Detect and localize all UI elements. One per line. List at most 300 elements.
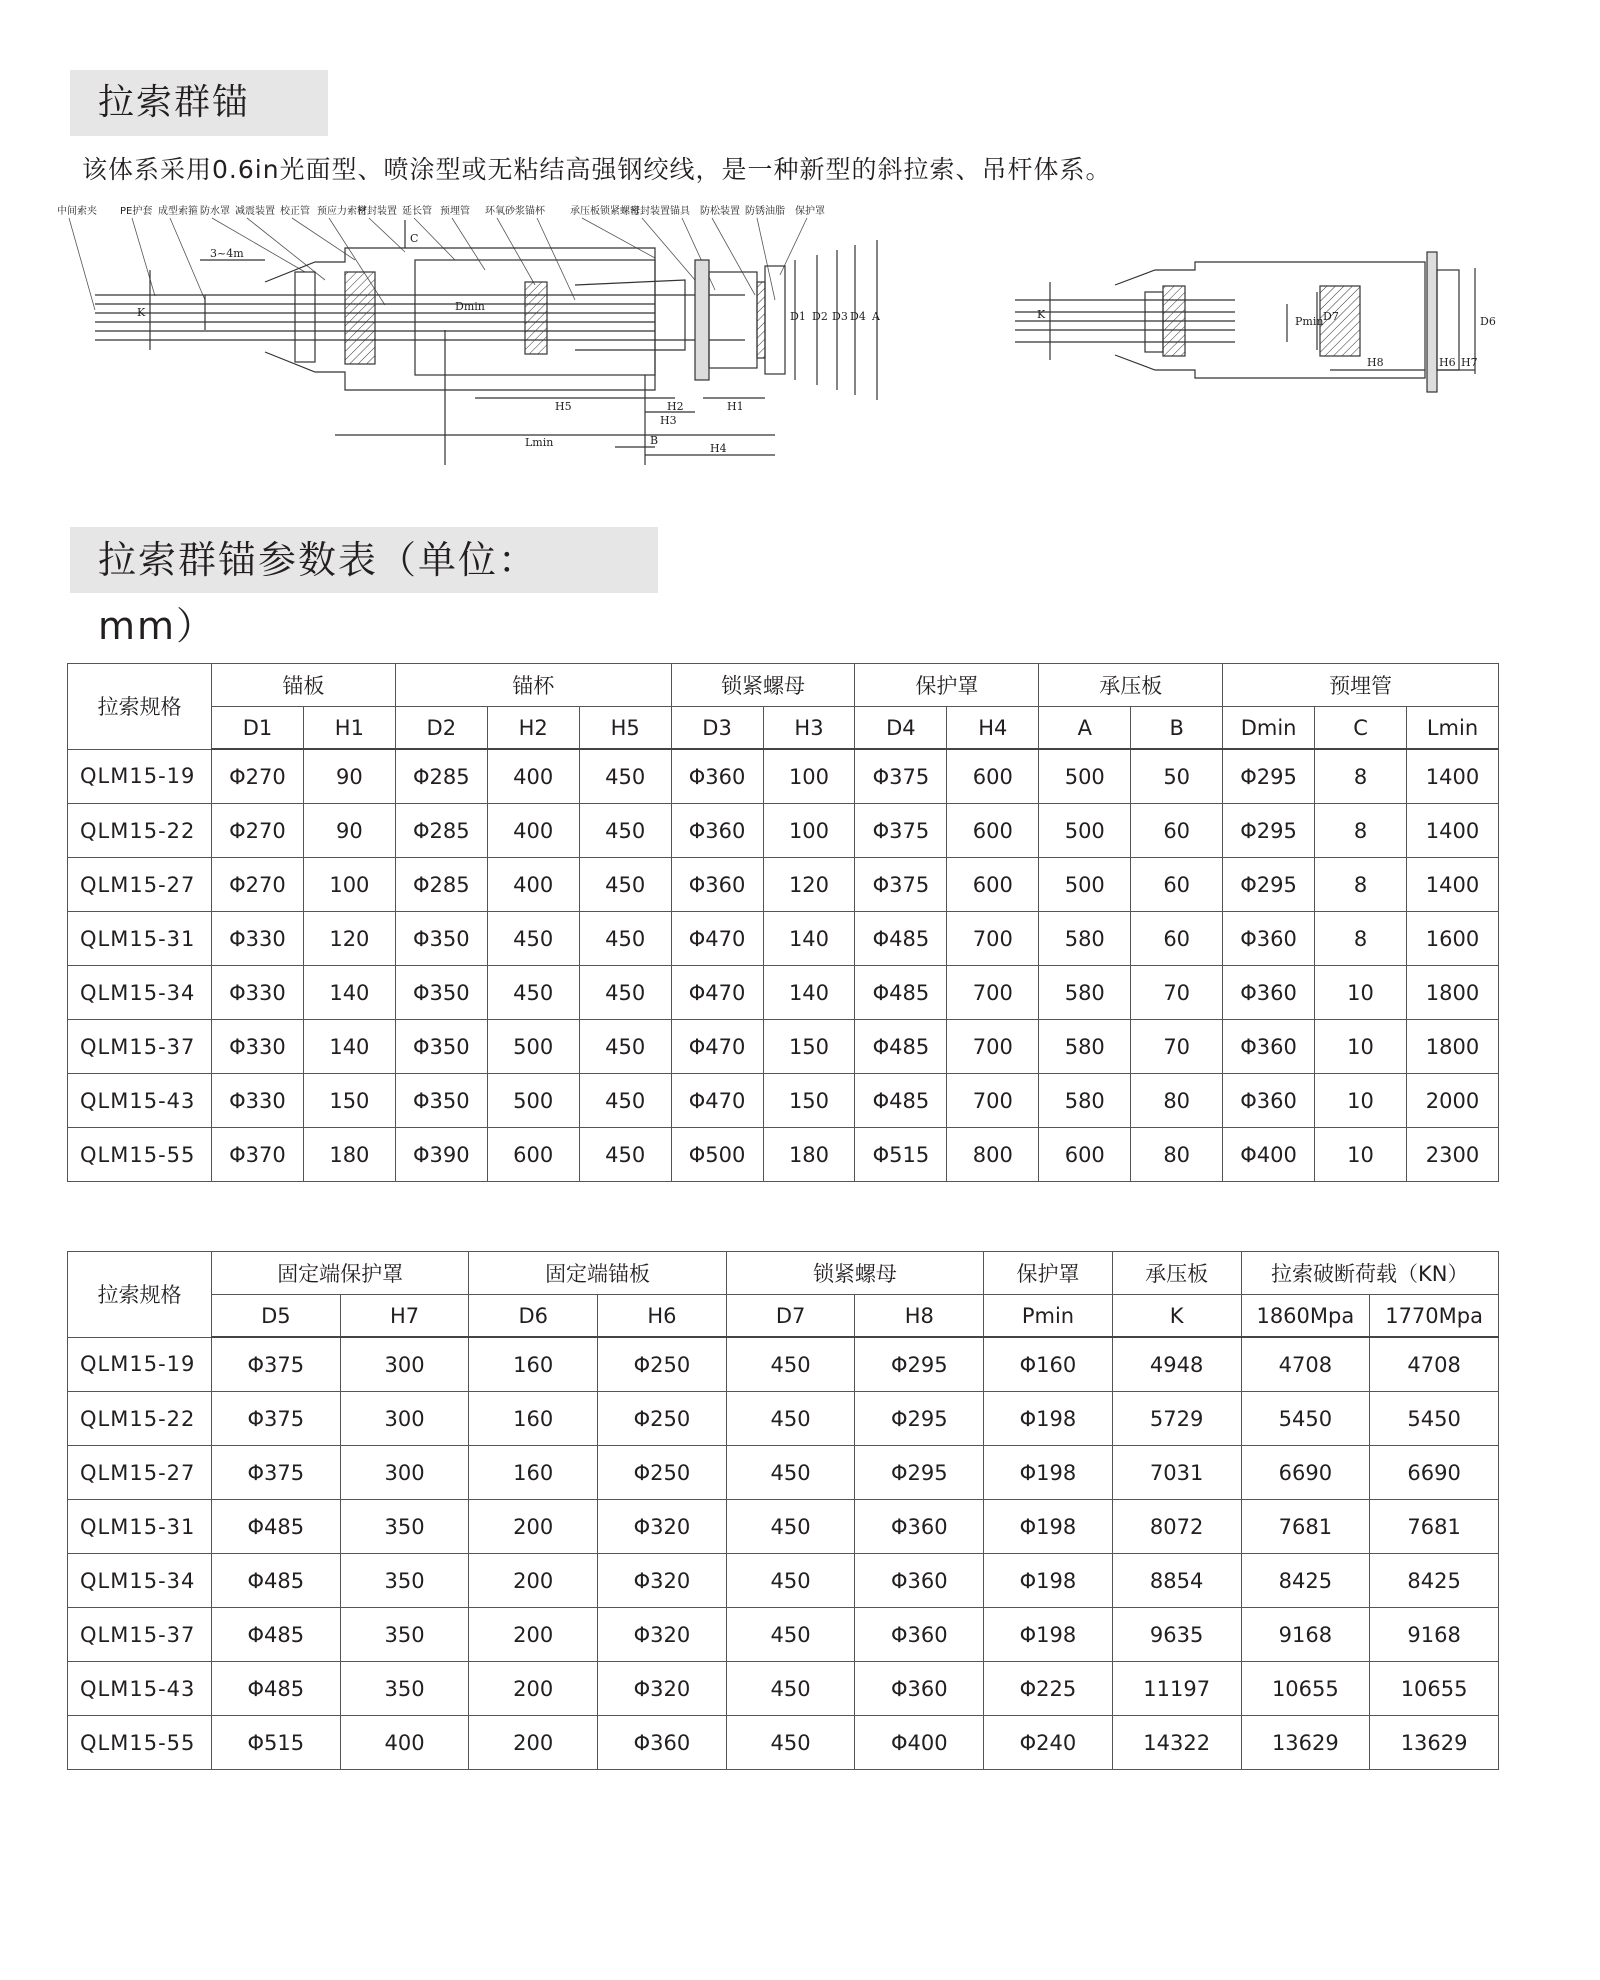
value-cell: Φ330 [212, 966, 304, 1020]
value-cell: 500 [1039, 804, 1131, 858]
spec-name-cell: QLM15-43 [68, 1074, 212, 1128]
value-cell: 60 [1131, 858, 1223, 912]
subheader-cell: D3 [671, 707, 763, 750]
value-cell: 10655 [1370, 1662, 1499, 1716]
value-cell: 4708 [1370, 1337, 1499, 1392]
value-cell: 500 [1039, 749, 1131, 804]
value-cell: 5450 [1241, 1392, 1370, 1446]
value-cell: 5450 [1370, 1392, 1499, 1446]
value-cell: 8425 [1370, 1554, 1499, 1608]
parameter-table-2 [67, 1251, 1499, 1770]
leader-line [212, 218, 305, 272]
value-cell: 90 [303, 804, 395, 858]
value-cell: 140 [303, 1020, 395, 1074]
value-cell: 450 [579, 749, 671, 804]
dim-label-span: 3~4m [210, 247, 244, 260]
value-cell: 70 [1131, 1020, 1223, 1074]
dim-label-h4: H4 [710, 442, 727, 455]
value-cell: 100 [303, 858, 395, 912]
part-label: 预应力索材 [317, 206, 367, 217]
value-cell: Φ400 [855, 1716, 984, 1770]
value-cell: 10 [1315, 1074, 1407, 1128]
value-cell: 1600 [1406, 912, 1498, 966]
header-group: 锁紧螺母 [671, 664, 855, 707]
value-cell: 700 [947, 966, 1039, 1020]
value-cell: 6690 [1241, 1446, 1370, 1500]
table-row [68, 1392, 1499, 1446]
value-cell: 200 [469, 1554, 598, 1608]
table-row [68, 912, 1499, 966]
value-cell: 400 [487, 858, 579, 912]
value-cell: 2000 [1406, 1074, 1498, 1128]
value-cell: 600 [947, 858, 1039, 912]
value-cell: 300 [340, 1446, 469, 1500]
dim-label-d4: D4 [850, 310, 866, 323]
dim-label-d1: D1 [790, 310, 806, 323]
value-cell: 70 [1131, 966, 1223, 1020]
value-cell: Φ400 [1223, 1128, 1315, 1182]
value-cell: Φ360 [671, 858, 763, 912]
value-cell: Φ350 [395, 1020, 487, 1074]
value-cell: 450 [579, 858, 671, 912]
value-cell: 600 [947, 749, 1039, 804]
value-cell: 450 [726, 1662, 855, 1716]
value-cell: 450 [726, 1500, 855, 1554]
part-label: 锚具 [670, 206, 690, 217]
value-cell: 700 [947, 912, 1039, 966]
dim-label-pmin: Pmin [1295, 315, 1324, 328]
value-cell: Φ360 [598, 1716, 727, 1770]
value-cell: Φ295 [1223, 858, 1315, 912]
table-row [68, 858, 1499, 912]
value-cell: Φ295 [1223, 804, 1315, 858]
dim-label-b: B [650, 434, 659, 447]
value-cell: Φ515 [855, 1128, 947, 1182]
value-cell: Φ390 [395, 1128, 487, 1182]
value-cell: 90 [303, 749, 395, 804]
value-cell: 9168 [1370, 1608, 1499, 1662]
subheader-cell: D7 [726, 1295, 855, 1338]
header-group: 保护罩 [855, 664, 1039, 707]
table-row [68, 966, 1499, 1020]
value-cell: Φ470 [671, 1074, 763, 1128]
dim-label-k: K [137, 306, 146, 319]
dim-label-h5: H5 [555, 400, 572, 413]
table-row [68, 1608, 1499, 1662]
value-cell: 140 [303, 966, 395, 1020]
value-cell: 500 [487, 1020, 579, 1074]
value-cell: 100 [763, 749, 855, 804]
value-cell: Φ485 [212, 1554, 341, 1608]
value-cell: Φ198 [984, 1446, 1113, 1500]
value-cell: Φ270 [212, 858, 304, 912]
table-row [68, 1716, 1499, 1770]
subheader-cell: H7 [340, 1295, 469, 1338]
value-cell: 450 [726, 1446, 855, 1500]
value-cell: Φ320 [598, 1662, 727, 1716]
value-cell: Φ285 [395, 749, 487, 804]
value-cell: 450 [726, 1716, 855, 1770]
value-cell: 1800 [1406, 966, 1498, 1020]
value-cell: Φ330 [212, 1020, 304, 1074]
value-cell: Φ240 [984, 1716, 1113, 1770]
dim-label-k2: K [1037, 308, 1046, 321]
part-labels [57, 204, 825, 310]
table-row [68, 1500, 1499, 1554]
value-cell: Φ375 [855, 804, 947, 858]
header-group: 保护罩 [984, 1252, 1113, 1295]
header-group: 锚杯 [395, 664, 671, 707]
value-cell: 580 [1039, 1020, 1131, 1074]
spec-name-cell: QLM15-27 [68, 1446, 212, 1500]
leader-line [132, 218, 155, 296]
part-label: 锚杯 [525, 206, 545, 217]
subheader-cell: D1 [212, 707, 304, 750]
value-cell: Φ330 [212, 1074, 304, 1128]
value-cell: Φ160 [984, 1337, 1113, 1392]
subheader-cell: D5 [212, 1295, 341, 1338]
value-cell: Φ470 [671, 966, 763, 1020]
value-cell: Φ285 [395, 804, 487, 858]
subheader-cell: 1770Mpa [1370, 1295, 1499, 1338]
dim-label-dmin: Dmin [455, 300, 485, 313]
part-label: 防松装置 [700, 206, 740, 217]
leader-line [69, 218, 95, 310]
value-cell: 150 [763, 1074, 855, 1128]
value-cell: 450 [726, 1608, 855, 1662]
value-cell: Φ350 [395, 1074, 487, 1128]
value-cell: 600 [1039, 1128, 1131, 1182]
table-row [68, 749, 1499, 804]
value-cell: Φ360 [855, 1554, 984, 1608]
value-cell: Φ485 [212, 1662, 341, 1716]
value-cell: Φ485 [212, 1608, 341, 1662]
header-spec: 拉索规格 [68, 1252, 212, 1338]
value-cell: 450 [487, 966, 579, 1020]
value-cell: Φ225 [984, 1662, 1113, 1716]
leader-line [642, 218, 695, 280]
value-cell: Φ485 [855, 1074, 947, 1128]
dim-label-d6: D6 [1480, 315, 1496, 328]
spec-name-cell: QLM15-34 [68, 1554, 212, 1608]
value-cell: 4708 [1241, 1337, 1370, 1392]
value-cell: 160 [469, 1392, 598, 1446]
value-cell: 13629 [1370, 1716, 1499, 1770]
value-cell: 8854 [1112, 1554, 1241, 1608]
value-cell: Φ295 [855, 1392, 984, 1446]
spec-name-cell: QLM15-22 [68, 1392, 212, 1446]
value-cell: Φ198 [984, 1608, 1113, 1662]
value-cell: Φ470 [671, 1020, 763, 1074]
value-cell: Φ295 [855, 1337, 984, 1392]
table-row [68, 1074, 1499, 1128]
value-cell: Φ320 [598, 1608, 727, 1662]
intro-text: 该体系采用0.6in光面型、喷涂型或无粘结高强钢绞线，是一种新型的斜拉索、吊杆体系。 [82, 155, 1112, 184]
section-title-cable-anchor: 拉索群锚 [70, 70, 328, 136]
dim-label-h2: H2 [667, 400, 684, 413]
value-cell: Φ198 [984, 1500, 1113, 1554]
value-cell: 500 [487, 1074, 579, 1128]
header-group: 承压板 [1112, 1252, 1241, 1295]
value-cell: Φ485 [855, 1020, 947, 1074]
value-cell: 60 [1131, 912, 1223, 966]
subheader-cell: D4 [855, 707, 947, 750]
part-label: 校正管 [280, 206, 310, 217]
subheader-cell: Lmin [1406, 707, 1498, 750]
value-cell: 7681 [1241, 1500, 1370, 1554]
value-cell: Φ485 [855, 912, 947, 966]
spec-name-cell: QLM15-19 [68, 1337, 212, 1392]
value-cell: 450 [579, 912, 671, 966]
value-cell: Φ295 [1223, 749, 1315, 804]
value-cell: 580 [1039, 912, 1131, 966]
header-group: 拉索破断荷载（KN） [1241, 1252, 1499, 1295]
value-cell: Φ360 [1223, 912, 1315, 966]
value-cell: 400 [487, 749, 579, 804]
subheader-cell: H6 [598, 1295, 727, 1338]
subheader-cell: Dmin [1223, 707, 1315, 750]
subheader-cell: H5 [579, 707, 671, 750]
value-cell: 400 [487, 804, 579, 858]
value-cell: 8 [1315, 804, 1407, 858]
dim-label-h3: H3 [660, 414, 677, 427]
leader-line [170, 218, 205, 300]
dim-label-lmin: Lmin [525, 436, 554, 449]
part-label: 环氧砂浆 [485, 206, 525, 217]
value-cell: 180 [763, 1128, 855, 1182]
value-cell: 600 [487, 1128, 579, 1182]
value-cell: 6690 [1370, 1446, 1499, 1500]
leader-line [712, 218, 755, 295]
header-group: 预埋管 [1223, 664, 1499, 707]
value-cell: 8 [1315, 912, 1407, 966]
value-cell: 2300 [1406, 1128, 1498, 1182]
spec-name-cell: QLM15-37 [68, 1020, 212, 1074]
value-cell: 450 [579, 1074, 671, 1128]
header-group: 固定端保护罩 [212, 1252, 469, 1295]
value-cell: 350 [340, 1554, 469, 1608]
value-cell: 150 [303, 1074, 395, 1128]
value-cell: Φ295 [855, 1446, 984, 1500]
value-cell: 150 [763, 1020, 855, 1074]
table-row [68, 1554, 1499, 1608]
value-cell: 350 [340, 1662, 469, 1716]
value-cell: 350 [340, 1608, 469, 1662]
subheader-cell: B [1131, 707, 1223, 750]
value-cell: 7681 [1370, 1500, 1499, 1554]
part-label: 延长管 [402, 206, 432, 217]
table-row [68, 804, 1499, 858]
value-cell: 8 [1315, 858, 1407, 912]
value-cell: 120 [303, 912, 395, 966]
value-cell: Φ375 [855, 858, 947, 912]
subheader-cell: D6 [469, 1295, 598, 1338]
value-cell: Φ360 [1223, 966, 1315, 1020]
value-cell: 700 [947, 1074, 1039, 1128]
header-group: 固定端锚板 [469, 1252, 726, 1295]
value-cell: Φ370 [212, 1128, 304, 1182]
value-cell: Φ250 [598, 1337, 727, 1392]
value-cell: Φ320 [598, 1554, 727, 1608]
table-row [68, 1128, 1499, 1182]
header-group: 承压板 [1039, 664, 1223, 707]
value-cell: 450 [726, 1554, 855, 1608]
value-cell: 450 [579, 1128, 671, 1182]
value-cell: 1400 [1406, 858, 1498, 912]
dim-label-h6: H6 [1439, 356, 1456, 369]
value-cell: Φ198 [984, 1554, 1113, 1608]
value-cell: 200 [469, 1662, 598, 1716]
value-cell: 200 [469, 1716, 598, 1770]
dim-label-d7: D7 [1323, 310, 1339, 323]
value-cell: 160 [469, 1337, 598, 1392]
spec-name-cell: QLM15-31 [68, 1500, 212, 1554]
value-cell: 80 [1131, 1074, 1223, 1128]
spec-name-cell: QLM15-34 [68, 966, 212, 1020]
spec-name-cell: QLM15-31 [68, 912, 212, 966]
value-cell: 4948 [1112, 1337, 1241, 1392]
value-cell: 160 [469, 1446, 598, 1500]
value-cell: 700 [947, 1020, 1039, 1074]
value-cell: Φ330 [212, 912, 304, 966]
subheader-cell: H8 [855, 1295, 984, 1338]
table-row [68, 1337, 1499, 1392]
spec-name-cell: QLM15-55 [68, 1128, 212, 1182]
leader-line [582, 218, 655, 258]
value-cell: Φ285 [395, 858, 487, 912]
value-cell: Φ350 [395, 966, 487, 1020]
value-cell: Φ270 [212, 804, 304, 858]
value-cell: 100 [763, 804, 855, 858]
subheader-cell: C [1315, 707, 1407, 750]
value-cell: 10 [1315, 966, 1407, 1020]
value-cell: 120 [763, 858, 855, 912]
value-cell: Φ360 [671, 749, 763, 804]
part-label: 承压板锁紧螺母 [570, 206, 640, 217]
subheader-cell: D2 [395, 707, 487, 750]
value-cell: Φ470 [671, 912, 763, 966]
value-cell: 400 [340, 1716, 469, 1770]
value-cell: 500 [1039, 858, 1131, 912]
value-cell: 1400 [1406, 804, 1498, 858]
value-cell: 8072 [1112, 1500, 1241, 1554]
subheader-cell: A [1039, 707, 1131, 750]
leader-line [452, 218, 485, 270]
spec-name-cell: QLM15-37 [68, 1608, 212, 1662]
part-label: 减震装置 [235, 206, 275, 217]
value-cell: Φ250 [598, 1446, 727, 1500]
value-cell: Φ375 [855, 749, 947, 804]
spec-name-cell: QLM15-19 [68, 749, 212, 804]
spec-name-cell: QLM15-43 [68, 1662, 212, 1716]
value-cell: Φ485 [212, 1500, 341, 1554]
dim-label-a: A [872, 310, 880, 323]
value-cell: 8 [1315, 749, 1407, 804]
value-cell: Φ515 [212, 1716, 341, 1770]
value-cell: 80 [1131, 1128, 1223, 1182]
value-cell: 1800 [1406, 1020, 1498, 1074]
value-cell: 60 [1131, 804, 1223, 858]
part-label: 成型索箍 [158, 206, 198, 217]
value-cell: 11197 [1112, 1662, 1241, 1716]
part-label: 防水罩 [200, 206, 230, 217]
part-label: 预埋管 [440, 206, 470, 217]
value-cell: 140 [763, 912, 855, 966]
subheader-cell: H1 [303, 707, 395, 750]
dim-label-d3: D3 [832, 310, 848, 323]
anchor-drawings [55, 200, 1555, 470]
value-cell: Φ375 [212, 1392, 341, 1446]
value-cell: Φ360 [1223, 1020, 1315, 1074]
value-cell: Φ360 [855, 1662, 984, 1716]
dim-label-h7: H7 [1461, 356, 1478, 369]
spec-name-cell: QLM15-55 [68, 1716, 212, 1770]
value-cell: 600 [947, 804, 1039, 858]
spec-name-cell: QLM15-27 [68, 858, 212, 912]
header-group: 锚板 [212, 664, 396, 707]
subheader-cell: 1860Mpa [1241, 1295, 1370, 1338]
value-cell: 5729 [1112, 1392, 1241, 1446]
dim-label-c: C [410, 232, 419, 245]
value-cell: Φ500 [671, 1128, 763, 1182]
technical-drawing [55, 200, 1555, 470]
header-spec: 拉索规格 [68, 664, 212, 750]
value-cell: Φ198 [984, 1392, 1113, 1446]
subheader-cell: H4 [947, 707, 1039, 750]
leader-line [414, 218, 455, 260]
part-label: 防锈油脂 [745, 206, 785, 217]
value-cell: 450 [726, 1337, 855, 1392]
value-cell: Φ485 [855, 966, 947, 1020]
spec-name-cell: QLM15-22 [68, 804, 212, 858]
leader-line [369, 218, 405, 252]
subheader-cell: H2 [487, 707, 579, 750]
leader-line [247, 218, 325, 280]
part-label: 密封装置 [357, 206, 397, 217]
value-cell: 580 [1039, 1074, 1131, 1128]
value-cell: Φ250 [598, 1392, 727, 1446]
section-title-parameter-table: 拉索群锚参数表（单位：mm） [70, 527, 658, 593]
value-cell: 50 [1131, 749, 1223, 804]
value-cell: 8425 [1241, 1554, 1370, 1608]
value-cell: 450 [579, 1020, 671, 1074]
value-cell: Φ360 [855, 1608, 984, 1662]
value-cell: 1400 [1406, 749, 1498, 804]
dim-label-h8: H8 [1367, 356, 1384, 369]
table-row [68, 1446, 1499, 1500]
value-cell: 450 [579, 804, 671, 858]
value-cell: Φ270 [212, 749, 304, 804]
table-row [68, 1662, 1499, 1716]
value-cell: 10655 [1241, 1662, 1370, 1716]
value-cell: 7031 [1112, 1446, 1241, 1500]
leader-line [497, 218, 535, 285]
part-label: 密封装置 [630, 206, 670, 217]
table-row [68, 1020, 1499, 1074]
value-cell: 200 [469, 1608, 598, 1662]
value-cell: 13629 [1241, 1716, 1370, 1770]
value-cell: 580 [1039, 966, 1131, 1020]
value-cell: Φ375 [212, 1337, 341, 1392]
value-cell: Φ320 [598, 1500, 727, 1554]
value-cell: Φ375 [212, 1446, 341, 1500]
value-cell: 10 [1315, 1020, 1407, 1074]
value-cell: Φ360 [1223, 1074, 1315, 1128]
part-label: 保护罩 [795, 206, 825, 217]
value-cell: Φ360 [855, 1500, 984, 1554]
value-cell: 450 [487, 912, 579, 966]
value-cell: 9635 [1112, 1608, 1241, 1662]
